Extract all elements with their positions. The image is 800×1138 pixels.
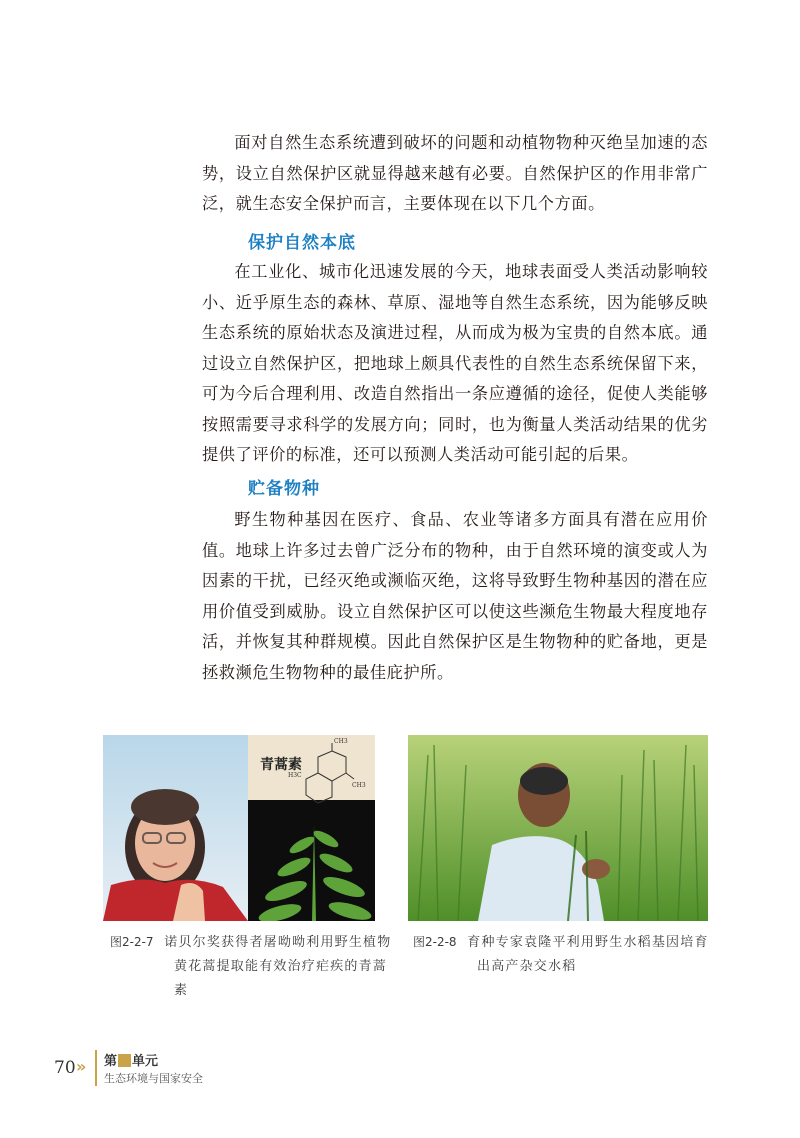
caption-1-line-1: 诺贝尔奖获得者屠呦呦利用野生植物 (164, 935, 392, 950)
formula-h3c: H3C (288, 772, 302, 779)
unit-title: 生态环境与国家安全 (104, 1072, 203, 1085)
caption-2-line-2: 出高产杂交水稻 (477, 959, 577, 974)
portrait-photo (103, 735, 248, 921)
intro-paragraph: 面对自然生态系统遭到破坏的问题和动植物物种灭绝呈加速的态势，设立自然保护区就显得越来越有必要。自然保护区的作用非常广泛，就生态安全保护而言，主要体现在以下几个方面。 (202, 133, 708, 213)
figure-caption-2 (413, 930, 713, 979)
section-heading-protect-nature: 保护自然本底 (248, 233, 356, 253)
chevron-double-right-icon: » (76, 1057, 87, 1076)
unit-suffix: 单元 (132, 1054, 159, 1069)
rice-field-photo (408, 735, 708, 921)
formula-ch3-right: CH3 (352, 782, 366, 789)
page-number: 70 (54, 1058, 76, 1078)
formula-ch3-top: CH3 (334, 738, 348, 745)
figure-number-1: 图2-2-7 (110, 935, 154, 949)
section-paragraph-protect-nature: 在工业化、城市化迅速发展的今天，地球表面受人类活动影响较小、近乎原生态的森林、草原、湿地等自然生态系统，因为能够反映生态系统的原始状态及演进过程，从而成为极为宝贵的自然本底。通过设立自然保护区，把地球上颇具代表性的自然生态系统保留下来，可为今后合理利用、改造自然指出一条应遵循的途径，促使人类能够按照需要寻求科学的发展方向；同时，也为衡量人类活动结果的优劣提供了评价的标准，还可以预测人类活动可能引起的后果。 (202, 262, 708, 464)
unit-label (104, 1050, 158, 1069)
caption-1-line-2: 黄花蒿提取能有效治疗疟疾的青蒿素 (174, 959, 388, 998)
section-paragraph-species-reserve: 野生物种基因在医疗、食品、农业等诸多方面具有潜在应用价值。地球上许多过去曾广泛分布的物种，由于自然环境的演变或人为因素的干扰，已经灭绝或濒临灭绝，这将导致野生物种基因的潜在应用价值受到威胁。设立自然保护区可以使这些濒危生物最大程度地存活，并恢复其种群规模。因此自然保护区是生物物种的贮备地，更是拯救濒危生物物种的最佳庇护所。 (202, 510, 708, 682)
unit-number-badge (118, 1054, 131, 1067)
figure-number-2: 图2-2-8 (413, 935, 457, 949)
inset-label: 青蒿素 (260, 757, 302, 773)
caption-2-line-1: 育种专家袁隆平利用野生水稻基因培育 (467, 935, 709, 950)
unit-prefix: 第 (104, 1054, 118, 1069)
artemisinin-inset (248, 735, 375, 921)
figure-caption-1 (110, 930, 400, 1003)
section-heading-species-reserve: 贮备物种 (248, 479, 320, 499)
footer-divider (95, 1050, 97, 1086)
